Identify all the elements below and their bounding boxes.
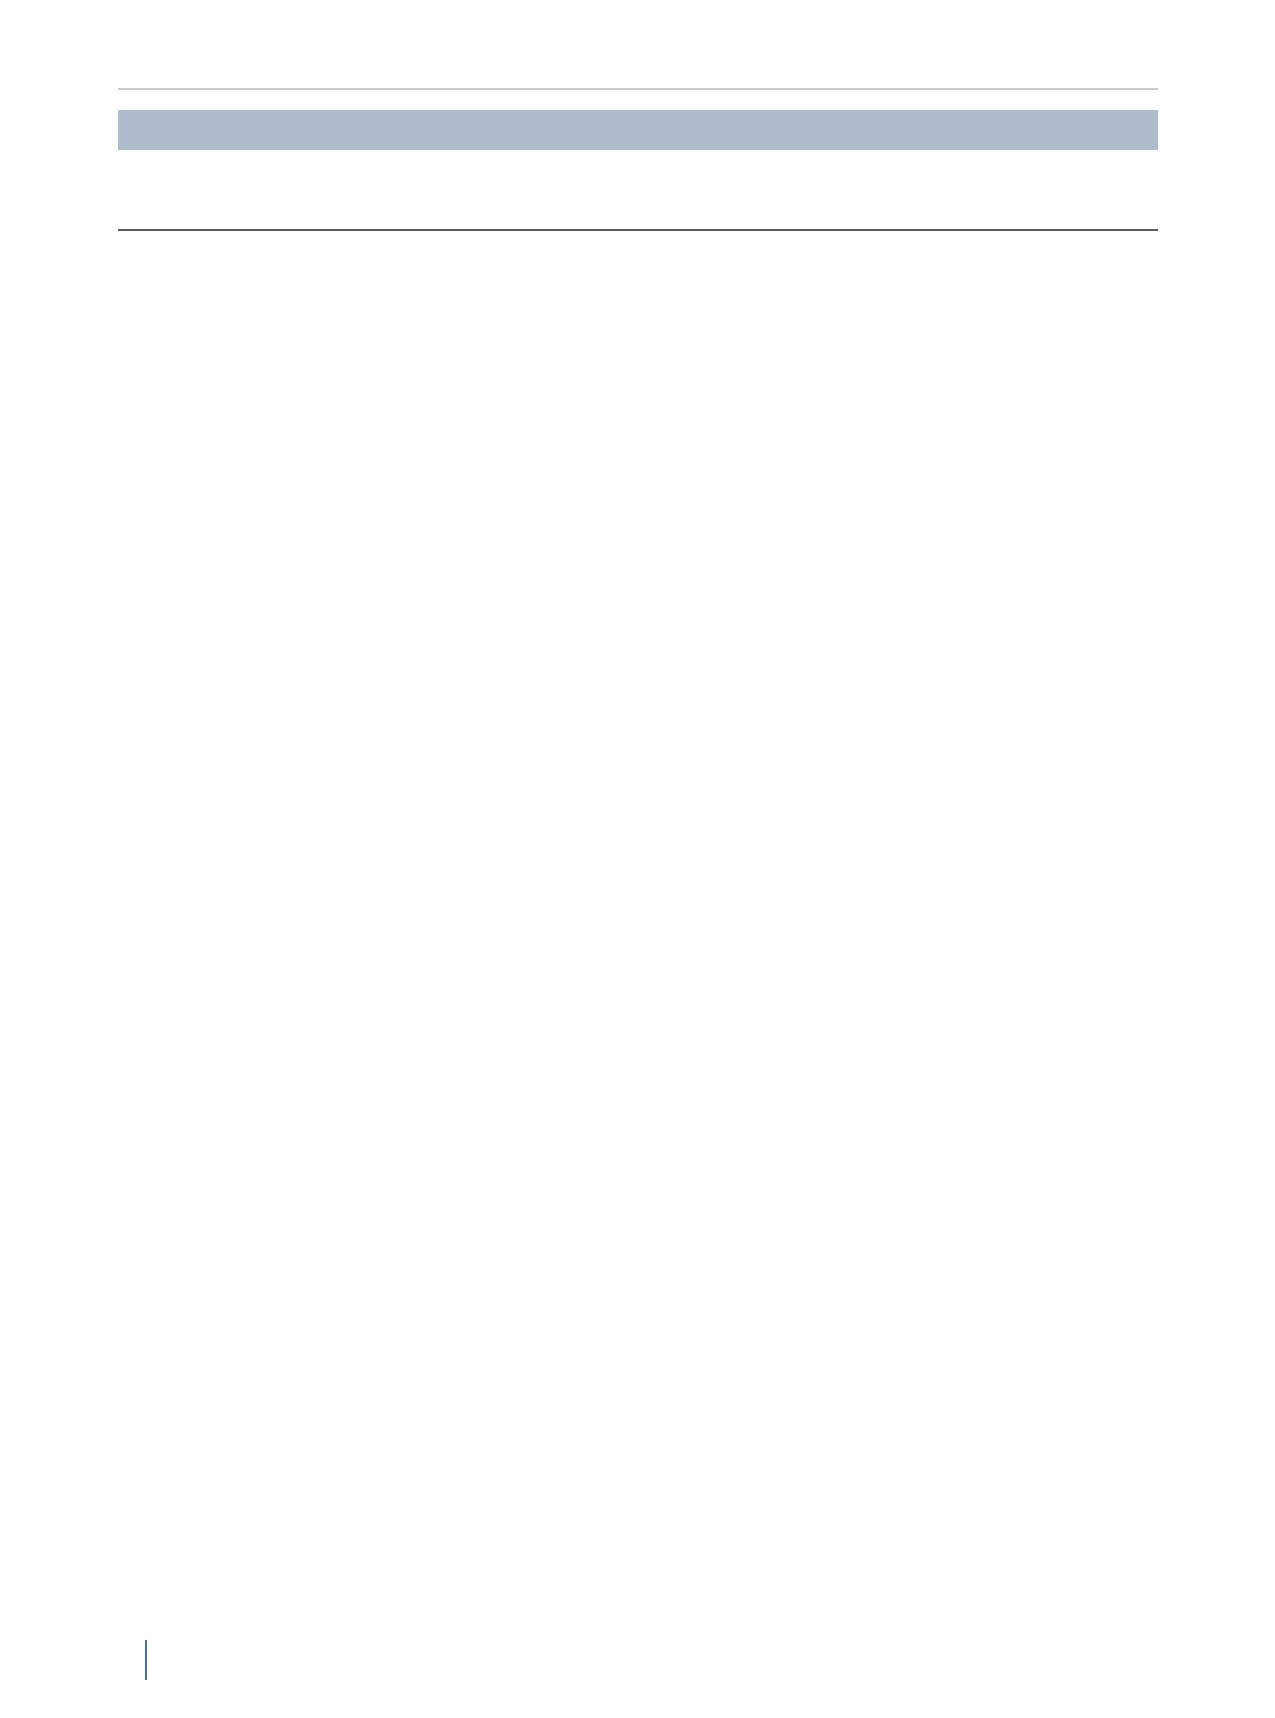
raman-chart-b [655, 271, 990, 513]
table-cell [617, 190, 694, 230]
column-header [1080, 110, 1157, 150]
raman-chart-a [286, 271, 621, 513]
column-header [386, 110, 463, 150]
table-cell [849, 150, 926, 190]
spectrum-plot-b [655, 271, 990, 509]
column-header [771, 110, 848, 150]
table-cell [926, 190, 1003, 230]
spectrum-plot-d [655, 527, 990, 765]
row-label [268, 190, 386, 230]
table-cell [386, 190, 463, 230]
table-cell [463, 190, 540, 230]
table-cell [1080, 190, 1157, 230]
table-cell [1003, 150, 1080, 190]
table-cell [849, 190, 926, 230]
column-header [540, 110, 617, 150]
raman-chart-f [655, 783, 990, 1025]
table-cell [926, 150, 1003, 190]
raman-chart-c [286, 527, 621, 769]
header-rule [118, 88, 1158, 90]
spectrum-plot-e [286, 783, 621, 1021]
table-cell [463, 150, 540, 190]
column-header [694, 110, 771, 150]
table-cell [386, 150, 463, 190]
table-cell [771, 190, 848, 230]
spectrum-plot-g [286, 1039, 621, 1277]
table-cell [1003, 190, 1080, 230]
table-cell [694, 150, 771, 190]
table-cell [694, 190, 771, 230]
spectrum-plot-h [655, 1039, 990, 1277]
raman-chart-d [655, 527, 990, 769]
column-header-pigment-layer [118, 110, 268, 150]
column-header [617, 110, 694, 150]
table-cell [771, 150, 848, 190]
column-header [849, 110, 926, 150]
eds-table [118, 110, 1158, 231]
column-header [463, 110, 540, 150]
page-header [118, 0, 1158, 76]
spectrum-plot-c [286, 527, 621, 765]
spectrum-plot-f [655, 783, 990, 1021]
column-header [926, 110, 1003, 150]
raman-chart-g [286, 1039, 621, 1281]
row-group-label [118, 150, 268, 230]
table-header-row [118, 110, 1158, 150]
raman-chart-h [655, 1039, 990, 1281]
table-cell [540, 190, 617, 230]
column-header [1003, 110, 1080, 150]
spectrum-plot-a [286, 271, 621, 509]
row-label [268, 150, 386, 190]
table-row [118, 150, 1158, 190]
table-cell [1080, 150, 1157, 190]
raman-charts-grid [118, 271, 1158, 1281]
table-cell [617, 150, 694, 190]
raman-chart-e [286, 783, 621, 1025]
footer-divider [145, 1640, 147, 1680]
column-header-blank [268, 110, 386, 150]
page-footer [135, 1640, 157, 1680]
table-cell [540, 150, 617, 190]
table-row [118, 190, 1158, 230]
